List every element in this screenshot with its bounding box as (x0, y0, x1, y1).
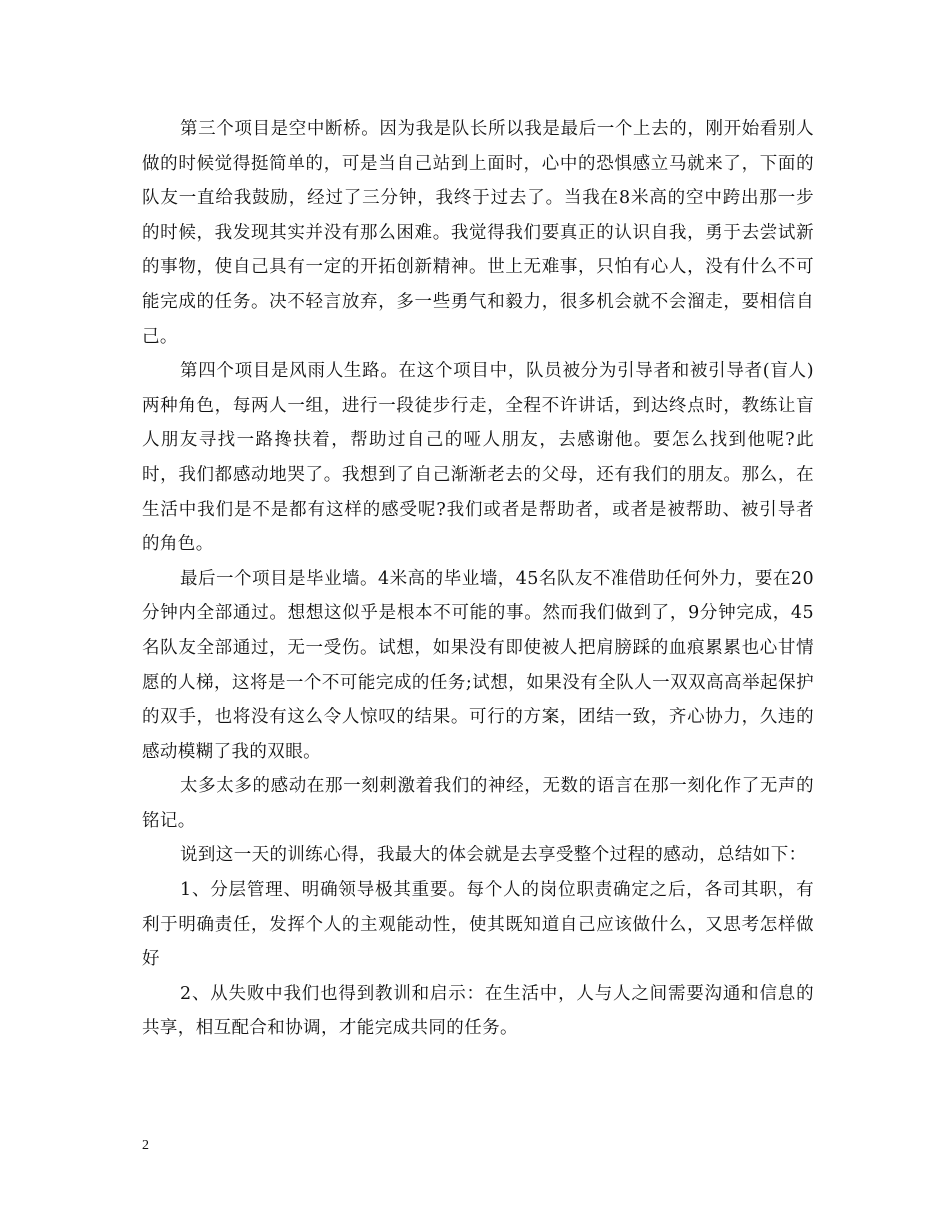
paragraph-air-bridge: 第三个项目是空中断桥。因为我是队长所以我是最后一个上去的，刚开始看别人做的时候觉得挺简单的，可是当自己站到上面时，心中的恐惧感立马就来了，下面的队友一直给我鼓励，经过了三分钟，我终于过去了。当我在8米高的空中跨出那一步的时候，我发现其实并没有那么困难。我觉得我们要真正的认识自我，勇于去尝试新的事物，使自己具有一定的开拓创新精神。世上无难事，只怕有心人，没有什么不可能完成的任务。决不轻言放弃，多一些勇气和毅力，很多机会就不会溜走，要相信自己。 (142, 119, 814, 347)
paragraph-point-one: 1、分层管理、明确领导极其重要。每个人的岗位职责确定之后，各司其职，有利于明确责任，发挥个人的主观能动性，使其既知道自己应该做什么，又思考怎样做好 (142, 880, 814, 970)
page-number: 2 (142, 1138, 149, 1153)
paragraph-point-two: 2、从失败中我们也得到教训和启示：在生活中，人与人之间需要沟通和信息的共享，相互配合和协调，才能完成共同的任务。 (142, 983, 814, 1039)
paragraph-trust-walk: 第四个项目是风雨人生路。在这个项目中，队员被分为引导者和被引导者(盲人)两种角色，每两人一组，进行一段徒步行走，全程不许讲话，到达终点时，教练让盲人朋友寻找一路搀扶着，帮助过自己的哑人朋友，去感谢他。要怎么找到他呢?此时，我们都感动地哭了。我想到了自己渐渐老去的父母，还有我们的朋友。那么，在生活中我们是不是都有这样的感受呢?我们或者是帮助者，或者是被帮助、被引导者的角色。 (142, 361, 814, 555)
document-body (142, 112, 814, 1046)
paragraph-graduation-wall: 最后一个项目是毕业墙。4米高的毕业墙，45名队友不准借助任何外力，要在20分钟内全部通过。想想这似乎是根本不可能的事。然而我们做到了，9分钟完成，45名队友全部通过，无一受伤。试想，如果没有即使被人把肩膀踩的血痕累累也心甘情愿的人梯，这将是一个不可能完成的任务;试想，如果没有全队人一双双高高举起保护的双手，也将没有这么令人惊叹的结果。可行的方案，团结一致，齐心协力，久违的感动模糊了我的双眼。 (142, 568, 814, 762)
paragraph-summary-intro: 说到这一天的训练心得，我最大的体会就是去享受整个过程的感动，总结如下： (180, 845, 807, 866)
paragraph-emotion: 太多太多的感动在那一刻刺激着我们的神经，无数的语言在那一刻化作了无声的铭记。 (142, 776, 814, 831)
